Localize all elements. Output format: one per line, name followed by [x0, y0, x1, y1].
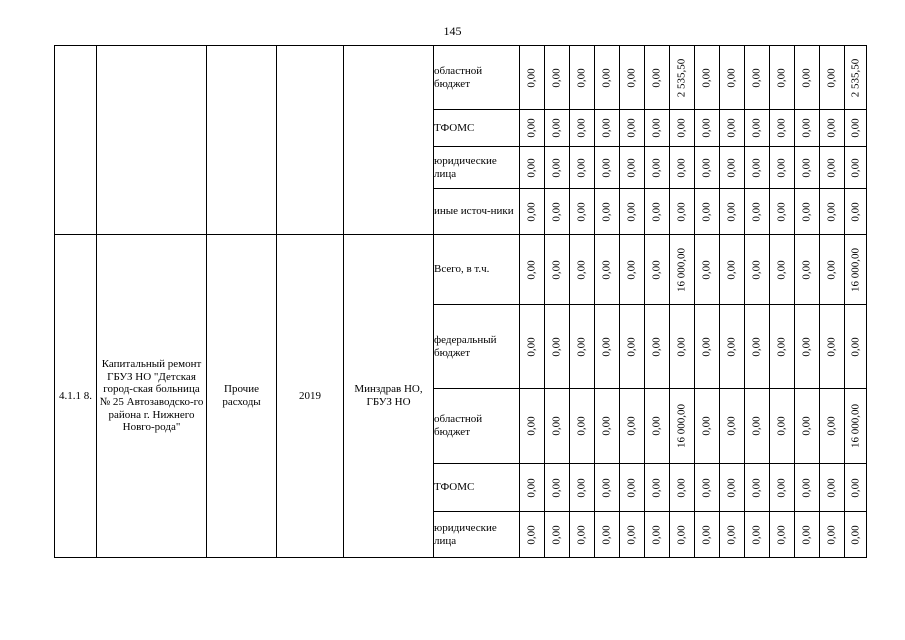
- value-cell: [670, 464, 695, 512]
- funding-source: областной бюджет: [434, 389, 520, 464]
- value-cell: [620, 189, 645, 235]
- value-text: 0,00: [525, 118, 538, 138]
- program-code: 4.1.1 8.: [55, 235, 97, 558]
- value-cell: [795, 389, 820, 464]
- value-cell: [645, 235, 670, 305]
- value-text: 0,00: [750, 118, 763, 138]
- value-cell: [645, 110, 670, 147]
- value-text: 0,00: [675, 336, 688, 357]
- value-cell: [595, 389, 620, 464]
- value-cell: [770, 305, 795, 389]
- value-text: 0,00: [750, 416, 763, 436]
- value-cell: [770, 512, 795, 558]
- value-text: 0,00: [775, 118, 788, 138]
- value-cell: [670, 235, 695, 305]
- value-text: 0,00: [750, 524, 763, 545]
- value-text: 0,00: [650, 201, 663, 222]
- value-text: 0,00: [750, 157, 763, 178]
- value-text: 0,00: [625, 336, 638, 357]
- value-cell: [745, 464, 770, 512]
- value-cell: [845, 189, 867, 235]
- value-text: 0,00: [800, 336, 813, 357]
- value-cell: [520, 512, 545, 558]
- value-text: 0,00: [775, 416, 788, 436]
- value-text: 0,00: [700, 157, 713, 178]
- value-text: 0,00: [600, 259, 613, 280]
- value-cell: [720, 464, 745, 512]
- program-executor: Минздрав НО, ГБУЗ НО: [344, 235, 434, 558]
- value-cell: [770, 110, 795, 147]
- value-cell: [570, 389, 595, 464]
- funding-source: областной бюджет: [434, 46, 520, 110]
- value-cell: [595, 189, 620, 235]
- value-cell: [695, 147, 720, 189]
- value-cell: [720, 46, 745, 110]
- value-cell: [695, 464, 720, 512]
- value-cell: [595, 305, 620, 389]
- value-text: 0,00: [575, 477, 588, 498]
- value-cell: [745, 46, 770, 110]
- program-year: 2019: [277, 235, 344, 558]
- value-cell: [820, 305, 845, 389]
- value-text: 0,00: [849, 524, 862, 545]
- financing-table: [54, 45, 867, 558]
- value-text: 0,00: [650, 67, 663, 88]
- value-text: 0,00: [675, 524, 688, 545]
- value-text: 0,00: [525, 477, 538, 498]
- value-cell: [720, 147, 745, 189]
- value-cell: [795, 189, 820, 235]
- value-text: 0,00: [825, 259, 838, 280]
- value-cell: [595, 46, 620, 110]
- value-text: 0,00: [625, 477, 638, 498]
- value-cell: [745, 110, 770, 147]
- value-cell: [645, 46, 670, 110]
- value-text: 0,00: [650, 336, 663, 357]
- value-text: 0,00: [775, 477, 788, 498]
- value-cell: [520, 147, 545, 189]
- value-cell: [695, 305, 720, 389]
- value-text: 0,00: [525, 157, 538, 178]
- value-cell: [670, 110, 695, 147]
- value-text: 0,00: [625, 416, 638, 436]
- value-text: 0,00: [625, 259, 638, 280]
- value-cell: [670, 46, 695, 110]
- value-text: 0,00: [725, 67, 738, 88]
- funding-source: федеральный бюджет: [434, 305, 520, 389]
- value-cell: [745, 305, 770, 389]
- value-cell: [570, 46, 595, 110]
- value-cell: [645, 305, 670, 389]
- value-cell: [570, 305, 595, 389]
- value-cell: [820, 46, 845, 110]
- value-text: 0,00: [800, 201, 813, 222]
- value-cell: [520, 110, 545, 147]
- value-text: 0,00: [575, 67, 588, 88]
- value-text: 0,00: [625, 157, 638, 178]
- value-cell: [820, 189, 845, 235]
- value-cell: [520, 189, 545, 235]
- value-text: 0,00: [800, 118, 813, 138]
- value-cell: [770, 464, 795, 512]
- value-text: 0,00: [625, 118, 638, 138]
- value-cell: [820, 110, 845, 147]
- value-cell: [745, 389, 770, 464]
- value-text: 0,00: [600, 67, 613, 88]
- value-cell: [770, 189, 795, 235]
- value-cell: [720, 512, 745, 558]
- value-text: 0,00: [825, 477, 838, 498]
- value-cell: [795, 235, 820, 305]
- value-cell: [620, 110, 645, 147]
- value-text: 0,00: [575, 336, 588, 357]
- executor-cell: [344, 46, 434, 235]
- value-text: 0,00: [825, 67, 838, 88]
- value-text: 0,00: [650, 524, 663, 545]
- value-text: 0,00: [550, 336, 563, 357]
- value-text: 0,00: [600, 118, 613, 138]
- value-text: 0,00: [775, 201, 788, 222]
- value-cell: [695, 189, 720, 235]
- value-text: 0,00: [550, 259, 563, 280]
- value-cell: [845, 46, 867, 110]
- value-text: 0,00: [550, 524, 563, 545]
- value-cell: [695, 46, 720, 110]
- value-cell: [595, 512, 620, 558]
- value-text: 0,00: [750, 201, 763, 222]
- value-text: 0,00: [525, 201, 538, 222]
- value-text: 0,00: [800, 524, 813, 545]
- value-cell: [545, 147, 570, 189]
- funding-source: ТФОМС: [434, 464, 520, 512]
- value-text: 0,00: [700, 416, 713, 436]
- value-cell: [720, 189, 745, 235]
- value-text: 0,00: [600, 416, 613, 436]
- value-text: 0,00: [625, 201, 638, 222]
- value-text: 0,00: [800, 157, 813, 178]
- expense-type-cell: [207, 46, 277, 235]
- value-cell: [570, 235, 595, 305]
- value-cell: [645, 389, 670, 464]
- value-text: 0,00: [550, 416, 563, 436]
- value-text: 0,00: [750, 259, 763, 280]
- value-cell: [595, 464, 620, 512]
- value-text: 16 000,00: [849, 247, 862, 292]
- value-text: 0,00: [700, 524, 713, 545]
- value-cell: [620, 147, 645, 189]
- value-text: 16 000,00: [849, 404, 862, 448]
- funding-source: Всего, в т.ч.: [434, 235, 520, 305]
- value-cell: [545, 110, 570, 147]
- value-text: 0,00: [775, 336, 788, 357]
- value-text: 0,00: [650, 157, 663, 178]
- value-cell: [845, 512, 867, 558]
- value-text: 0,00: [725, 201, 738, 222]
- value-cell: [545, 305, 570, 389]
- value-cell: [695, 110, 720, 147]
- value-cell: [720, 235, 745, 305]
- value-text: 16 000,00: [675, 404, 688, 448]
- value-cell: [820, 147, 845, 189]
- value-cell: [620, 46, 645, 110]
- funding-source: ТФОМС: [434, 110, 520, 147]
- value-cell: [520, 305, 545, 389]
- year-cell: [277, 46, 344, 235]
- value-text: 0,00: [650, 259, 663, 280]
- value-cell: [620, 512, 645, 558]
- value-cell: [720, 110, 745, 147]
- value-cell: [745, 147, 770, 189]
- value-cell: [820, 464, 845, 512]
- value-text: 0,00: [550, 201, 563, 222]
- program-name: Капитальный ремонт ГБУЗ НО "Детская город-ская больница № 25 Автозаводско-го района г. Нижнего Новго-рода": [97, 235, 207, 558]
- value-cell: [670, 147, 695, 189]
- value-text: 0,00: [725, 477, 738, 498]
- value-cell: [520, 46, 545, 110]
- value-text: 0,00: [600, 336, 613, 357]
- value-text: 0,00: [775, 259, 788, 280]
- value-text: 0,00: [825, 157, 838, 178]
- value-cell: [520, 235, 545, 305]
- value-text: 0,00: [725, 118, 738, 138]
- value-cell: [845, 235, 867, 305]
- value-text: 0,00: [575, 201, 588, 222]
- value-text: 0,00: [650, 477, 663, 498]
- value-cell: [770, 147, 795, 189]
- value-cell: [645, 512, 670, 558]
- value-cell: [845, 389, 867, 464]
- value-cell: [570, 147, 595, 189]
- value-text: 0,00: [650, 118, 663, 138]
- value-text: 2 535,50: [849, 58, 862, 97]
- table-row: [55, 235, 867, 305]
- value-text: 16 000,00: [675, 247, 688, 292]
- value-text: 0,00: [575, 524, 588, 545]
- value-text: 0,00: [575, 416, 588, 436]
- value-cell: [670, 512, 695, 558]
- value-cell: [545, 464, 570, 512]
- value-cell: [620, 389, 645, 464]
- name-cell: [97, 46, 207, 235]
- value-text: 0,00: [675, 118, 688, 138]
- value-cell: [745, 189, 770, 235]
- value-text: 0,00: [525, 67, 538, 88]
- value-text: 0,00: [550, 118, 563, 138]
- value-text: 0,00: [700, 477, 713, 498]
- value-cell: [670, 389, 695, 464]
- value-text: 0,00: [725, 524, 738, 545]
- value-text: 0,00: [525, 336, 538, 357]
- value-cell: [645, 189, 670, 235]
- value-text: 0,00: [625, 67, 638, 88]
- value-cell: [545, 235, 570, 305]
- value-text: 0,00: [700, 67, 713, 88]
- value-text: 0,00: [825, 524, 838, 545]
- value-text: 0,00: [800, 259, 813, 280]
- value-cell: [520, 389, 545, 464]
- value-text: 0,00: [700, 118, 713, 138]
- value-cell: [820, 389, 845, 464]
- value-text: 0,00: [675, 477, 688, 498]
- value-text: 0,00: [700, 336, 713, 357]
- value-text: 0,00: [800, 477, 813, 498]
- value-text: 0,00: [575, 157, 588, 178]
- value-text: 0,00: [800, 416, 813, 436]
- page-number: 145: [443, 24, 462, 38]
- value-cell: [570, 512, 595, 558]
- value-cell: [845, 464, 867, 512]
- value-text: 0,00: [525, 416, 538, 436]
- value-cell: [695, 389, 720, 464]
- value-cell: [645, 464, 670, 512]
- value-cell: [795, 46, 820, 110]
- value-cell: [520, 464, 545, 512]
- value-text: 0,00: [849, 201, 862, 222]
- value-text: 0,00: [575, 118, 588, 138]
- value-text: 0,00: [550, 67, 563, 88]
- value-cell: [770, 389, 795, 464]
- value-cell: [795, 305, 820, 389]
- value-text: 0,00: [575, 259, 588, 280]
- value-text: 0,00: [849, 157, 862, 178]
- value-text: 0,00: [625, 524, 638, 545]
- value-cell: [720, 389, 745, 464]
- value-text: 0,00: [650, 416, 663, 436]
- value-text: 0,00: [600, 157, 613, 178]
- value-text: 0,00: [725, 336, 738, 357]
- value-cell: [845, 110, 867, 147]
- value-cell: [595, 110, 620, 147]
- value-text: 0,00: [825, 336, 838, 357]
- value-text: 0,00: [525, 524, 538, 545]
- value-text: 0,00: [849, 477, 862, 498]
- value-text: 0,00: [725, 416, 738, 436]
- value-cell: [745, 235, 770, 305]
- value-text: 0,00: [849, 118, 862, 138]
- table-row: [55, 46, 867, 110]
- value-cell: [645, 147, 670, 189]
- value-cell: [595, 147, 620, 189]
- value-cell: [620, 235, 645, 305]
- value-cell: [545, 512, 570, 558]
- funding-source: иные источ-ники: [434, 189, 520, 235]
- value-cell: [820, 512, 845, 558]
- value-text: 0,00: [675, 157, 688, 178]
- value-cell: [545, 189, 570, 235]
- value-text: 0,00: [825, 201, 838, 222]
- value-text: 0,00: [725, 259, 738, 280]
- value-text: 0,00: [775, 157, 788, 178]
- value-cell: [795, 147, 820, 189]
- value-cell: [695, 512, 720, 558]
- value-text: 0,00: [775, 524, 788, 545]
- value-cell: [670, 189, 695, 235]
- value-cell: [770, 235, 795, 305]
- funding-source: юридические лица: [434, 512, 520, 558]
- value-text: 0,00: [750, 336, 763, 357]
- value-text: 0,00: [825, 416, 838, 436]
- value-cell: [695, 235, 720, 305]
- value-text: 0,00: [750, 477, 763, 498]
- value-cell: [720, 305, 745, 389]
- value-text: 0,00: [725, 157, 738, 178]
- value-cell: [745, 512, 770, 558]
- value-cell: [795, 512, 820, 558]
- value-cell: [670, 305, 695, 389]
- value-cell: [770, 46, 795, 110]
- expense-type: Прочие расходы: [207, 235, 277, 558]
- value-text: 0,00: [600, 477, 613, 498]
- value-cell: [620, 464, 645, 512]
- value-cell: [570, 110, 595, 147]
- value-text: 0,00: [550, 477, 563, 498]
- code-cell: [55, 46, 97, 235]
- value-cell: [570, 189, 595, 235]
- value-cell: [845, 305, 867, 389]
- value-text: 0,00: [750, 67, 763, 88]
- value-text: 0,00: [775, 67, 788, 88]
- value-cell: [795, 110, 820, 147]
- value-cell: [620, 305, 645, 389]
- value-cell: [545, 389, 570, 464]
- value-cell: [570, 464, 595, 512]
- value-text: 0,00: [849, 336, 862, 357]
- value-cell: [795, 464, 820, 512]
- value-text: 0,00: [525, 259, 538, 280]
- value-text: 0,00: [825, 118, 838, 138]
- value-text: 0,00: [700, 201, 713, 222]
- value-text: 0,00: [675, 201, 688, 222]
- value-cell: [595, 235, 620, 305]
- value-cell: [820, 235, 845, 305]
- value-text: 0,00: [550, 157, 563, 178]
- value-text: 2 535,50: [675, 58, 688, 97]
- value-cell: [845, 147, 867, 189]
- value-text: 0,00: [700, 259, 713, 280]
- value-text: 0,00: [800, 67, 813, 88]
- value-cell: [545, 46, 570, 110]
- funding-source: юридические лица: [434, 147, 520, 189]
- value-text: 0,00: [600, 524, 613, 545]
- value-text: 0,00: [600, 201, 613, 222]
